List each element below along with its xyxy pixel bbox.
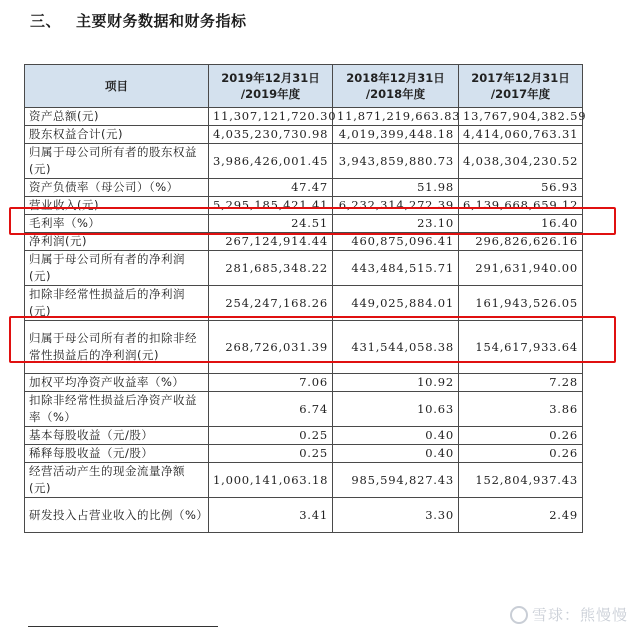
table-row — [25, 445, 583, 463]
row-label: 股东权益合计(元) — [25, 126, 209, 144]
row-label: 净利润(元) — [25, 233, 209, 251]
row-value: 0.40 — [333, 445, 459, 463]
row-value: 254,247,168.26 — [209, 286, 333, 321]
row-value: 11,307,121,720.30 — [209, 108, 333, 126]
table-row — [25, 251, 583, 286]
section-title: 主要财务数据和财务指标 — [76, 12, 247, 30]
table-row — [25, 126, 583, 144]
row-value: 152,804,937.43 — [459, 463, 583, 498]
row-value: 16.40 — [459, 215, 583, 233]
row-value: 291,631,940.00 — [459, 251, 583, 286]
row-value: 154,617,933.64 — [459, 321, 583, 374]
row-value: 0.25 — [209, 445, 333, 463]
row-value: 0.40 — [333, 427, 459, 445]
row-value: 7.28 — [459, 374, 583, 392]
row-label: 基本每股收益（元/股） — [25, 427, 209, 445]
header-2018-text: 2018年12月31日 /2018年度 — [346, 71, 445, 101]
row-value: 267,124,914.44 — [209, 233, 333, 251]
row-value: 281,685,348.22 — [209, 251, 333, 286]
row-label: 扣除非经常性损益后净资产收益率（%） — [25, 392, 209, 427]
row-label: 归属于母公司所有者的扣除非经常性损益后的净利润(元) — [25, 321, 209, 374]
row-label: 资产总额(元) — [25, 108, 209, 126]
table-row — [25, 321, 583, 374]
row-label: 加权平均净资产收益率（%） — [25, 374, 209, 392]
table-row — [25, 197, 583, 215]
watermark-text: 雪球：熊慢慢 — [531, 606, 628, 624]
row-value: 3,986,426,001.45 — [209, 144, 333, 179]
row-value: 7.06 — [209, 374, 333, 392]
row-value: 11,871,219,663.83 — [333, 108, 459, 126]
table-row — [25, 463, 583, 498]
table-row — [25, 108, 583, 126]
table-row — [25, 498, 583, 533]
row-label: 归属于母公司所有者的股东权益(元) — [25, 144, 209, 179]
row-value: 3.41 — [209, 498, 333, 533]
row-value: 0.25 — [209, 427, 333, 445]
row-value: 460,875,096.41 — [333, 233, 459, 251]
row-label: 归属于母公司所有者的净利润(元) — [25, 251, 209, 286]
row-value: 10.92 — [333, 374, 459, 392]
row-value: 56.93 — [459, 179, 583, 197]
row-label: 营业收入(元) — [25, 197, 209, 215]
header-2019-text: 2019年12月31日 /2019年度 — [221, 71, 320, 101]
row-value: 3.30 — [333, 498, 459, 533]
table-row — [25, 374, 583, 392]
row-label: 扣除非经常性损益后的净利润(元) — [25, 286, 209, 321]
financial-indicators-table — [24, 64, 587, 533]
table-row — [25, 179, 583, 197]
row-label: 经营活动产生的现金流量净额(元) — [25, 463, 209, 498]
row-value: 47.47 — [209, 179, 333, 197]
row-value: 1,000,141,063.18 — [209, 463, 333, 498]
row-value: 24.51 — [209, 215, 333, 233]
header-2017 — [459, 65, 583, 108]
section-heading — [30, 10, 247, 31]
row-value: 296,826,626.16 — [459, 233, 583, 251]
row-value: 5,295,185,421.41 — [209, 197, 333, 215]
header-2019 — [209, 65, 333, 108]
snowball-logo-icon — [510, 606, 528, 624]
row-value: 6,232,314,272.39 — [333, 197, 459, 215]
row-value: 3,943,859,880.73 — [333, 144, 459, 179]
row-value: 4,414,060,763.31 — [459, 126, 583, 144]
row-value: 4,035,230,730.98 — [209, 126, 333, 144]
row-label: 研发投入占营业收入的比例（%） — [25, 498, 209, 533]
row-label: 资产负债率（母公司）（%） — [25, 179, 209, 197]
row-value: 0.26 — [459, 445, 583, 463]
table-row — [25, 144, 583, 179]
header-2018 — [333, 65, 459, 108]
row-value: 13,767,904,382.59 — [459, 108, 583, 126]
table-row — [25, 392, 583, 427]
table-row — [25, 286, 583, 321]
row-value: 23.10 — [333, 215, 459, 233]
table-row — [25, 215, 583, 233]
watermark — [510, 604, 628, 625]
row-label: 毛利率（%） — [25, 215, 209, 233]
row-value: 10.63 — [333, 392, 459, 427]
footnote-divider — [28, 626, 218, 627]
table-row — [25, 427, 583, 445]
header-2017-text: 2017年12月31日 /2017年度 — [471, 71, 570, 101]
row-value: 268,726,031.39 — [209, 321, 333, 374]
row-value: 443,484,515.71 — [333, 251, 459, 286]
header-item: 项目 — [25, 65, 209, 108]
section-number: 三、 — [30, 12, 62, 30]
row-value: 0.26 — [459, 427, 583, 445]
row-value: 449,025,884.01 — [333, 286, 459, 321]
row-value: 6.74 — [209, 392, 333, 427]
row-value: 431,544,058.38 — [333, 321, 459, 374]
row-value: 161,943,526.05 — [459, 286, 583, 321]
row-value: 4,038,304,230.52 — [459, 144, 583, 179]
row-value: 4,019,399,448.18 — [333, 126, 459, 144]
row-value: 6,139,668,659.12 — [459, 197, 583, 215]
table-row — [25, 233, 583, 251]
row-value: 51.98 — [333, 179, 459, 197]
row-value: 2.49 — [459, 498, 583, 533]
row-value: 985,594,827.43 — [333, 463, 459, 498]
row-value: 3.86 — [459, 392, 583, 427]
row-label: 稀释每股收益（元/股） — [25, 445, 209, 463]
table-header-row — [25, 65, 583, 108]
